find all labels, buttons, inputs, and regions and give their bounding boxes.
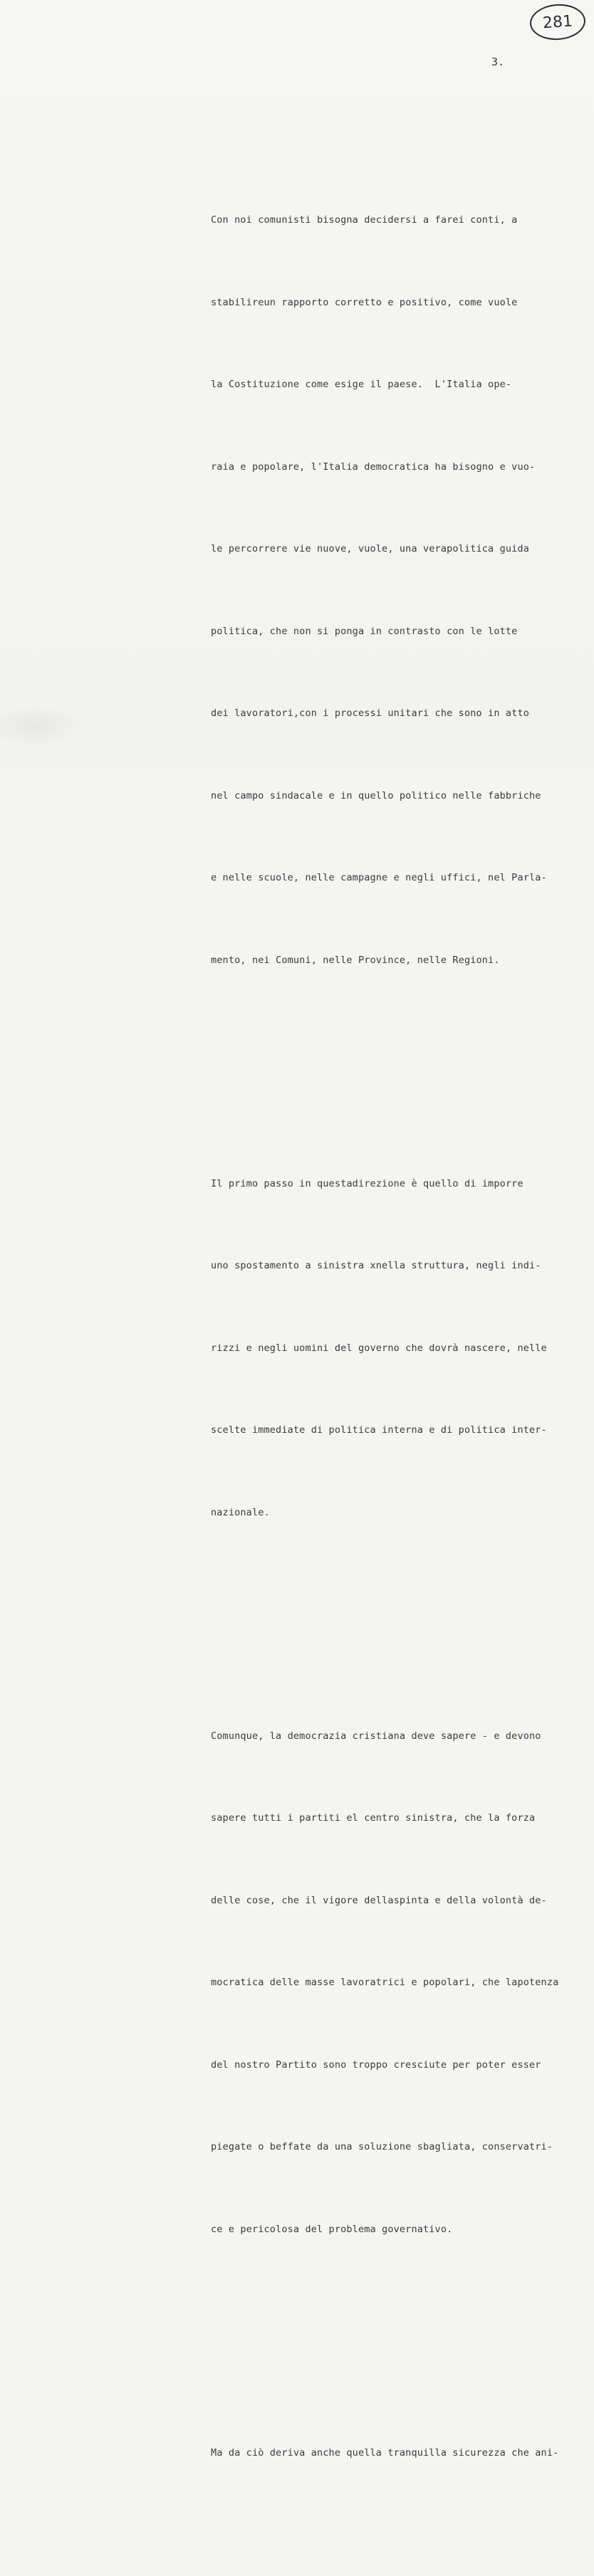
- page-number: 3.: [491, 56, 505, 68]
- paragraph-4: [211, 2385, 574, 2522]
- text-line: le percorrere vie nuove, vuole, una verapolitica guida: [211, 543, 529, 554]
- text-line: mento, nei Comuni, nelle Province, nelle Regioni.: [211, 954, 500, 966]
- text-line: scelte immediate di politica interna e di politica inter-: [211, 1424, 547, 1436]
- text-line: mocratica delle masse lavoratrici e popolari, che lapotenza: [211, 1977, 559, 1988]
- text-line: Comunque, la democrazia cristiana deve sapere - e devono: [211, 1730, 541, 1742]
- text-line: Con noi comunisti bisogna decidersi a farei conti, a: [211, 214, 518, 226]
- paragraph-3: [211, 1668, 574, 2298]
- text-line: uno spostamento a sinistra xnella struttura, negli indi-: [211, 1260, 541, 1271]
- text-line: nazionale.: [211, 1506, 270, 1518]
- text-line: stabilireun rapporto corretto e positivo, come vuole: [211, 296, 518, 308]
- text-line: Il primo passo in questadirezione è quello di imporre: [211, 1177, 523, 1189]
- text-line: nel campo sindacale e in quello politico nelle fabbriche: [211, 789, 541, 801]
- archive-number-label: 281: [542, 12, 573, 32]
- text-line: sapere tutti i partiti el centro sinistra, che la forza: [211, 1812, 536, 1824]
- paragraph-1: [211, 152, 574, 1029]
- text-line: dei lavoratori,con i processi unitari che sono in atto: [211, 708, 529, 719]
- text-line: ce e pericolosa del problema governativo.: [211, 2223, 453, 2235]
- text-line: rizzi e negli uomini del governo che dovrà nascere, nelle: [211, 1342, 547, 1354]
- text-line: del nostro Partito sono troppo cresciute per poter esser: [211, 2059, 541, 2071]
- text-line: politica, che non si ponga in contrasto con le lotte: [211, 625, 518, 637]
- text-line: piegate o beffate da una soluzione sbagliata, conservatri-: [211, 2141, 553, 2152]
- paragraph-2: [211, 1115, 574, 1582]
- text-line: la Costituzione come esige il paese. L'Italia ope-: [211, 379, 512, 390]
- text-line: delle cose, che il vigore dellaspinta e della volontà de-: [211, 1894, 547, 1906]
- document-body: [211, 97, 574, 2576]
- paper-smudge: [0, 705, 85, 747]
- text-line: e nelle scuole, nelle campagne e negli uffici, nel Parla-: [211, 872, 547, 883]
- text-line: Ma da ciò deriva anche quella tranquilla sicurezza che ani-: [211, 2446, 559, 2459]
- archive-number-stamp: [528, 2, 586, 41]
- text-line: raia e popolare, l'Italia democratica ha bisogno e vuo-: [211, 461, 536, 473]
